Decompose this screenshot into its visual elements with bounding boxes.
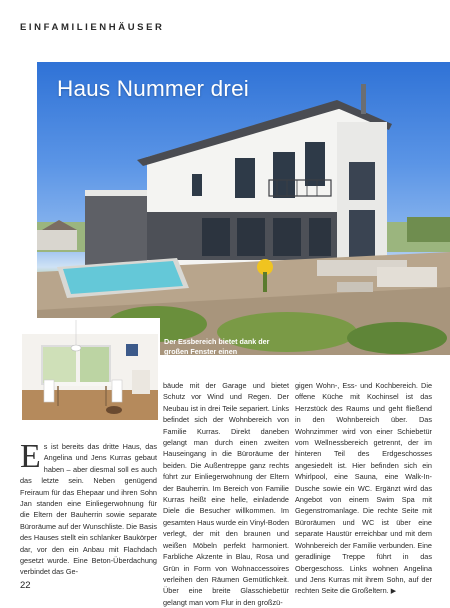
hero-title: Haus Nummer drei xyxy=(57,76,249,101)
house-illustration xyxy=(37,62,450,355)
inset-photo xyxy=(20,318,160,422)
article-column-2 xyxy=(163,380,289,608)
photo-caption: Der Essbereich bietet dank der großen Fenster einen wundervollen Blick ins Grüne. xyxy=(164,337,270,366)
drop-cap: E xyxy=(20,438,41,475)
column-3-text: gigen Wohn-, Ess- und Kochbereich. Die offene Küche mit Kochinsel ist das Herzstück des Raums und geht fließend in den Wohnbereich über. Das Wohnzimmer wird von einer Schiebetür vom Wellnessbereich getrennt, der im hinteren Teil des Erdgeschosses angesiedelt ist. Hier befinden sich ein Whirlpool, eine Sauna, eine Walk-In-Dusche sowie ein WC. Ergänzt wird das Angebot von einem Swim Spa mit Gegenstromanlage. Die rechte Seite mit Büroräumen und WC ist über eine separate Haustür erreichbar und mit dem Wohnbereich der Familie verbunden. Eine geradlinige Treppe führt in das Obergeschoss. Links wohnen Angelina und Jens Kurras mit ihrem Sohn, auf der rechten Seite die Großeltern. xyxy=(295,381,432,596)
article-column-3 xyxy=(295,380,432,598)
hero-photo xyxy=(37,62,450,355)
article-column-1 xyxy=(20,438,157,578)
end-mark-icon: ▶ xyxy=(390,588,397,596)
page-number: 22 xyxy=(20,580,31,591)
column-2-text: bäude mit der Garage und bietet Schutz vor Wind und Regen. Der Neubau ist in drei Teile separiert. Links befindet sich der Wohnbereich von Familie Kurras. Direkt daneben gelangt man durch einen zweiten Hauseingang in die Büroräume der beiden. Die Außentreppe ganz rechts führt zur Einliegerwohnung der Eltern der Bauherrin. Im Bereich von Familie Kurras heißt eine helle, einladende Diele die Besucher willkommen. Im gesamten Haus wurde ein Vinyl-Boden verlegt, der mit den braunen und weißen Möbeln perfekt harmoniert. Farbliche Akzente in Blau, Rosa und Grün in Form von Wohnaccessoires verleihen den Räumen Gemütlichkeit. Über eine breite Glasschiebetür gelangt man vom Flur in den großzü- xyxy=(163,381,290,607)
section-label: EINFAMILIENHÄUSER xyxy=(20,22,165,33)
column-1-text: s ist bereits das dritte Haus, das Angelina und Jens Kurras gebaut haben – aber diesmal soll es auch das letzte sein. Neben genügend Freiraum für das Ehepaar und ihren Sohn Jan standen eine Einliegerwohnung für die Eltern der Bauherrin sowie separate Büroräume auf der Wunschliste. Die Basis des Hauses stellt ein schlanker Baukörper dar, vor den ein Anbau mit Flachdach gesetzt wurde. Eine Beton-Überdachung verbindet das Ge- xyxy=(20,442,157,577)
dining-room-illustration xyxy=(22,320,158,420)
